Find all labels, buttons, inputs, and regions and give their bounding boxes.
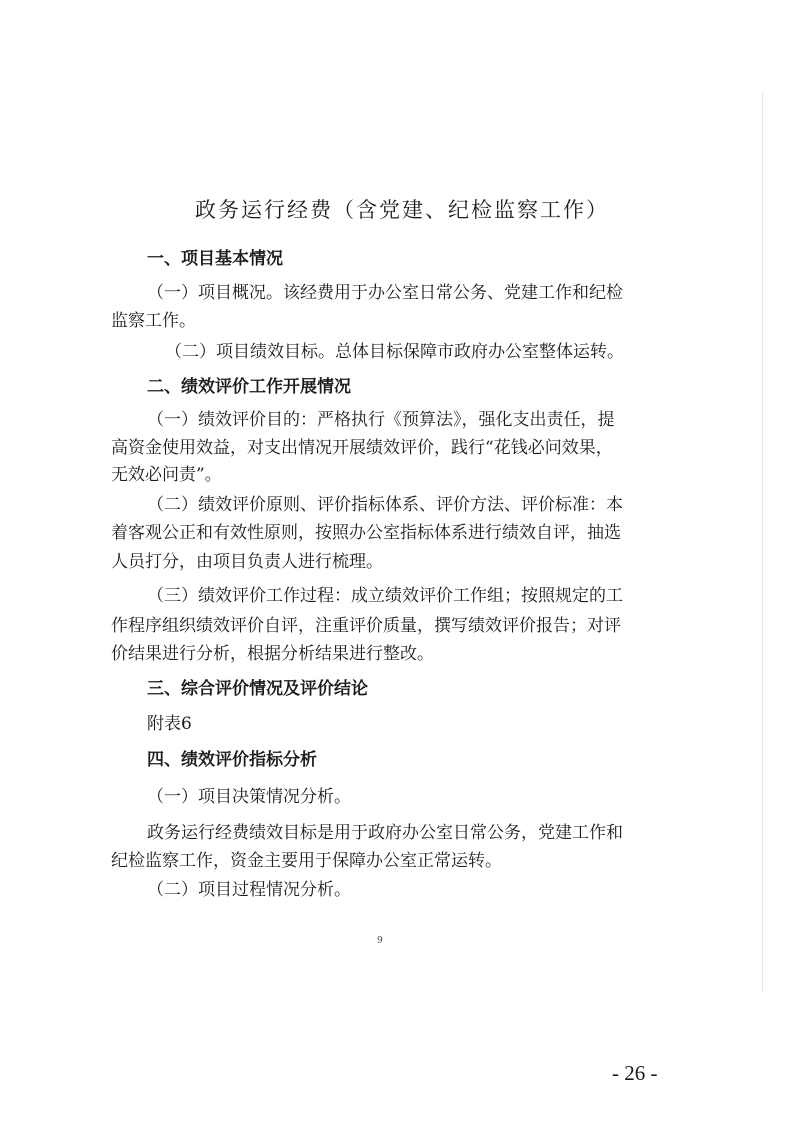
page-number: - 26 - <box>612 1061 658 1085</box>
paragraph-line: （一）绩效评价目的：严格执行《预算法》，强化支出责任，提 <box>147 410 615 430</box>
paragraph-line: 附表6 <box>147 714 192 734</box>
section-2-heading: 二、绩效评价工作开展情况 <box>147 377 351 397</box>
inner-page-number: 9 <box>377 936 383 946</box>
document-title: 政务运行经费（含党建、纪检监察工作） <box>195 198 609 222</box>
paragraph-line: （一）项目概况。该经费用于办公室日常公务、党建工作和纪检 <box>147 283 623 303</box>
paragraph-line: 价结果进行分析，根据分析结果进行整改。 <box>111 644 434 664</box>
paragraph-line: 监察工作。 <box>111 311 196 331</box>
section-1-heading: 一、项目基本情况 <box>147 249 283 269</box>
paragraph-line: 人员打分，由项目负责人进行梳理。 <box>111 552 383 572</box>
paragraph-line: （三）绩效评价工作过程：成立绩效评价工作组；按照规定的工 <box>147 586 623 606</box>
paragraph-line: 无效必问责”。 <box>111 465 222 485</box>
paragraph-line: 纪检监察工作，资金主要用于保障办公室正常运转。 <box>111 851 502 871</box>
scan-edge-line <box>762 92 763 992</box>
paragraph-line: 着客观公正和有效性原则，按照办公室指标体系进行绩效自评，抽选 <box>111 523 621 543</box>
section-3-heading: 三、综合评价情况及评价结论 <box>147 679 368 699</box>
section-4-heading: 四、绩效评价指标分析 <box>147 750 317 770</box>
paragraph-line: （一）项目决策情况分析。 <box>147 787 351 807</box>
paragraph-line: （二）项目过程情况分析。 <box>147 880 351 900</box>
paragraph-line: （二）绩效评价原则、评价指标体系、评价方法、评价标准：本 <box>147 495 623 515</box>
paragraph-line: 高资金使用效益，对支出情况开展绩效评价，践行“花钱必问效果， <box>111 438 613 458</box>
paragraph-line: 政务运行经费绩效目标是用于政府办公室日常公务，党建工作和 <box>147 823 623 843</box>
paragraph-line: （二）项目绩效目标。总体目标保障市政府办公室整体运转。 <box>165 342 624 362</box>
paragraph-line: 作程序组织绩效评价自评，注重评价质量，撰写绩效评价报告；对评 <box>111 616 621 636</box>
